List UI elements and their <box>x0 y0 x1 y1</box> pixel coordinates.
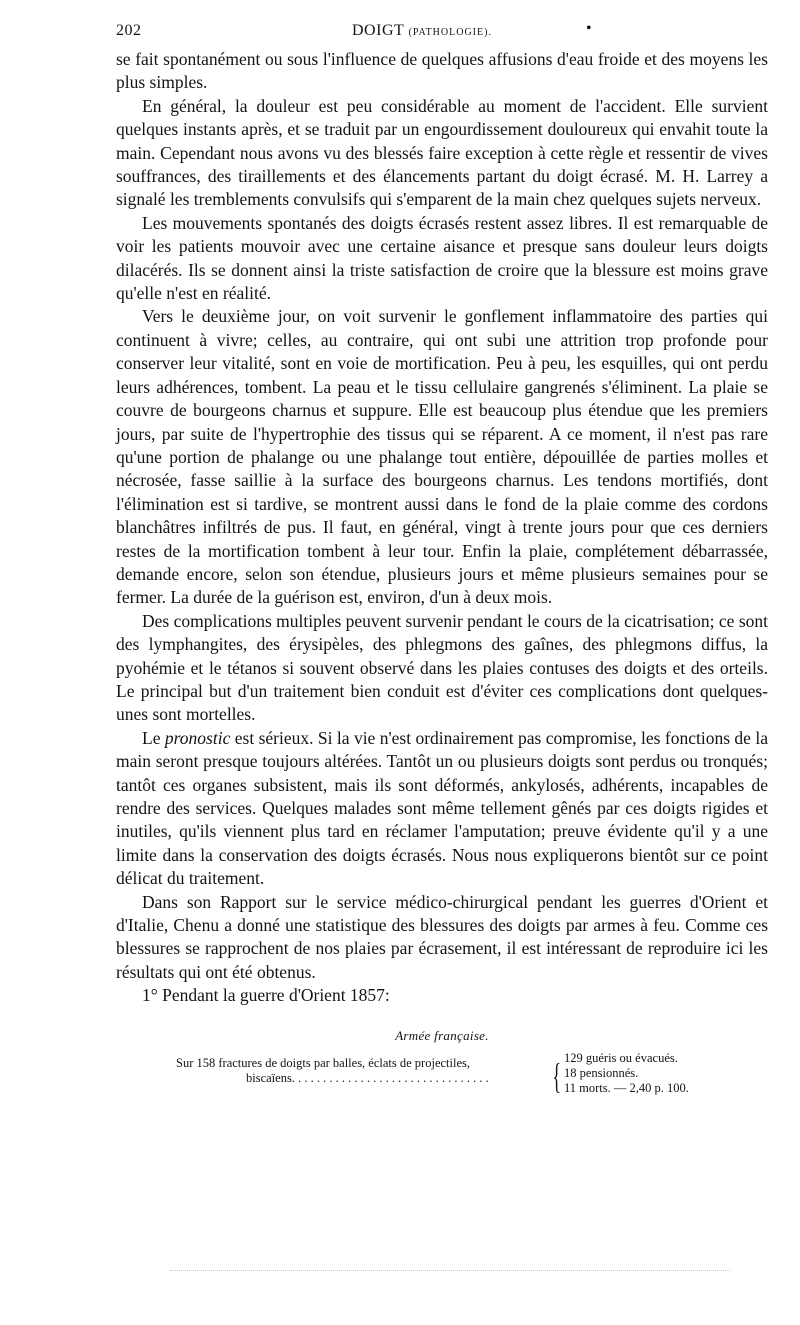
statistics-outcome: 18 pensionnés. <box>564 1065 639 1080</box>
brace-symbol: { <box>552 1055 561 1096</box>
paragraph: En général, la douleur est peu considérable au moment de l'accident. Elle survient quelques instants après, et se traduit par un engourdissement douloureux qui envahit toute la main. Cependant nous avons vu des blessés faire exception à cette règle et ressentir de vives souffrances, des tiraillements et des élancements partant du doigt écrasé. M. H. Larrey a signalé les tremblements convulsifs qui s'emparent de la main chez quelques sujets nerveux. <box>116 95 768 210</box>
paragraph: Dans son Rapport sur le service médico-chirurgical pendant les guerres d'Orient et d'Italie, Chenu a donné une statistique des blessures des doigts par armes à feu. Comme ces blessures se rapprochent de nos plaies par écrasement, il est intéressant de reproduire ici les résultats qui ont été obtenus. <box>116 891 768 982</box>
statistics-outcome: 129 guéris ou évacués. <box>564 1050 678 1065</box>
running-title-subtitle: (PATHOLOGIE). <box>408 27 492 38</box>
paragraph: Les mouvements spontanés des doigts écrasés restent assez libres. Il est remarquable de voir les patients mouvoir avec une certaine aisance et presque sans douleur leurs doigts dilacérés. Ils se donnent ainsi la triste satisfaction de croire que la blessure est moins grave qu'elle n'est en réalité. <box>116 212 768 304</box>
document-page <box>116 22 768 1106</box>
running-title <box>352 22 492 40</box>
body-text <box>116 48 768 1008</box>
statistics-right-column <box>564 1051 689 1096</box>
statistics-left-line: biscaïens. . . . . . . . . . . . . . . . . . . . . . . . . . . . . . . . <box>246 1070 489 1085</box>
paragraph-continuation: se fait spontanément ou sous l'influence de quelques affusions d'eau froide et des moyens les plus simples. <box>116 49 768 93</box>
header-bullet-mark: • <box>586 20 593 37</box>
page-number: 202 <box>116 22 142 39</box>
statistics-table <box>116 1050 768 1106</box>
paragraph: Vers le deuxième jour, on voit survenir le gonflement inflammatoire des parties qui continuent à vivre; celles, au contraire, qui ont subi une attrition trop profonde pour conserver leur vitalité, sont en voie de mortification. Peu à peu, les esquilles, qui ont perdu leurs adhérences, tombent. La peau et le tissu cellulaire gangrenés s'éliminent. La plaie se couvre de bourgeons charnus et suppure. Elle est beaucoup plus étendue que les premiers jours, par suite de l'hypertrophie des tissus qui se réparent. A ce moment, il n'est pas rare qu'une portion de phalange ou une phalange tout entière, dépouillée de parties molles et nécrosée, fasse saillie à la surface des bourgeons charnus. Les tendons mortifiés, dont l'élimination est si tardive, se montrent aussi dans le fond de la plaie comme des cordons blanchâtres infiltrés de pus. Il faut, en général, vingt à trente jours pour que ces derniers restes de la mortification tombent à leur tour. Enfin la plaie, complétement débarrassée, demande encore, selon son étendue, plusieurs jours et même plusieurs semaines pour se fermer. La durée de la guérison est, environ, d'un à deux mois. <box>116 306 768 608</box>
running-title-main: DOIGT <box>352 22 404 39</box>
section-heading: 1° Pendant la guerre d'Orient 1857: <box>142 985 390 1006</box>
table-title: Armée française. <box>395 1027 489 1043</box>
running-header <box>116 22 768 48</box>
statistics-left-column <box>176 1056 546 1086</box>
paragraph: Des complications multiples peuvent survenir pendant le cours de la cicatrisation; ce sont des lymphangites, des érysipèles, des phlegmons des gaînes, des phlegmons diffus, la pyohémie et le tétanos si souvent observé dans les plaies contuses des doigts et des orteils. Le principal but d'un traitement bien conduit est d'éviter ces complications dont quelques-unes sont mortelles. <box>116 610 768 725</box>
bleed-through-rule <box>170 1270 730 1271</box>
statistics-left-line: Sur 158 fractures de doigts par balles, éclats de projectiles, <box>176 1055 471 1070</box>
paragraph: Le pronostic est sérieux. Si la vie n'est ordinairement pas compromise, les fonctions de la main seront presque toujours altérées. Tantôt un ou plusieurs doigts sont perdus ou tronqués; tantôt ces organes subsistent, mais ils sont déformés, ankylosés, adhérents, incapables de rendre des services. Quelques malades sont même tellement gênés par ces doigts rigides et inutiles, qu'ils viennent plus tard en réclamer l'amputation; preuve évidente qu'il y a une limite dans la conservation des doigts écrasés. Nous nous expliquerons bientôt sur ce point délicat du traitement. <box>116 727 768 889</box>
statistics-outcome: 11 morts. — 2,40 p. 100. <box>564 1080 689 1095</box>
